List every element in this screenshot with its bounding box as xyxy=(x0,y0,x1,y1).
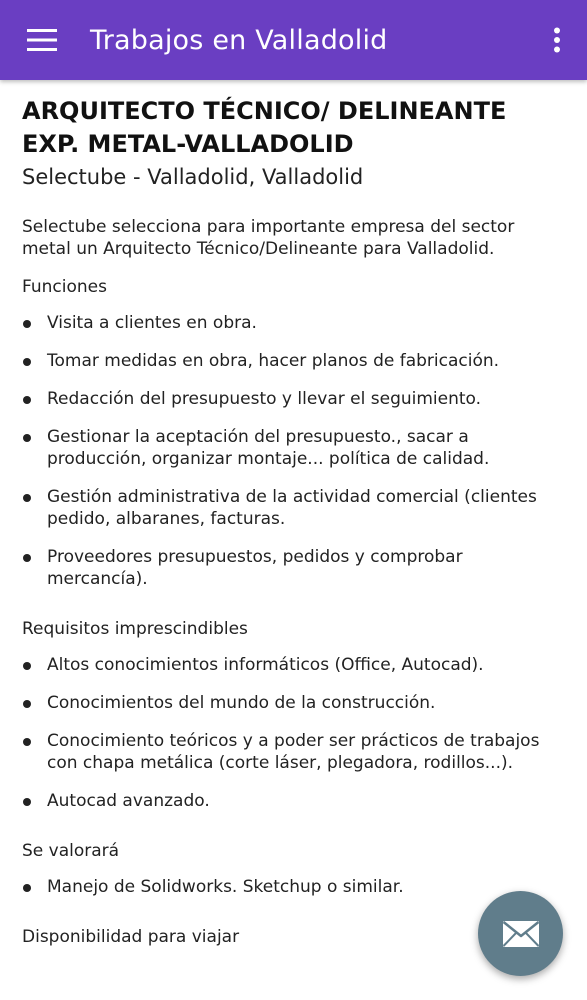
section-se-valorara xyxy=(22,840,565,898)
app-title: Trabajos en Valladolid xyxy=(90,24,388,56)
list-item: Redacción del presupuesto y llevar el seguimiento. xyxy=(22,388,565,410)
section-heading: Disponibilidad para viajar xyxy=(22,927,240,947)
bullet-list xyxy=(22,654,565,812)
list-item: Conocimiento teóricos y a poder ser prácticos de trabajos con chapa metálica (corte láser, plegadora, rodillos...). xyxy=(22,730,565,774)
mail-icon xyxy=(502,920,540,948)
section-heading: Se valorará xyxy=(22,841,120,861)
section-heading: Requisitos imprescindibles xyxy=(22,619,248,639)
more-vertical-icon xyxy=(553,27,561,53)
section-heading: Funciones xyxy=(22,277,107,297)
list-item: Altos conocimientos informáticos (Office, Autocad). xyxy=(22,654,565,676)
list-item: Visita a clientes en obra. xyxy=(22,312,565,334)
bullet-list xyxy=(22,312,565,590)
menu-button[interactable] xyxy=(0,0,88,80)
company-location: Selectube - Valladolid, Valladolid xyxy=(22,165,364,189)
job-intro: Selectube selecciona para importante empresa del sector metal un Arquitecto Técnico/Delineante para Valladolid. xyxy=(22,217,515,259)
list-item: Tomar medidas en obra, hacer planos de fabricación. xyxy=(22,350,565,372)
email-fab-button[interactable] xyxy=(478,891,563,976)
list-item: Gestionar la aceptación del presupuesto., sacar a producción, organizar montaje... política de calidad. xyxy=(22,426,565,470)
section-funciones xyxy=(22,276,565,590)
job-detail[interactable] xyxy=(0,80,587,1000)
list-item: Gestión administrativa de la actividad comercial (clientes pedido, albaranes, facturas. xyxy=(22,486,565,530)
app-bar xyxy=(0,0,587,80)
job-title: ARQUITECTO TÉCNICO/ DELINEANTE EXP. METAL-VALLADOLID xyxy=(22,97,507,158)
section-requisitos xyxy=(22,618,565,812)
bullet-list xyxy=(22,876,565,898)
more-options-button[interactable] xyxy=(527,0,587,80)
list-item: Conocimientos del mundo de la construcción. xyxy=(22,692,565,714)
list-item: Proveedores presupuestos, pedidos y comprobar mercancía). xyxy=(22,546,565,590)
list-item: Manejo de Solidworks. Sketchup o similar. xyxy=(22,876,565,898)
hamburger-menu-icon xyxy=(27,29,57,51)
list-item: Autocad avanzado. xyxy=(22,790,565,812)
